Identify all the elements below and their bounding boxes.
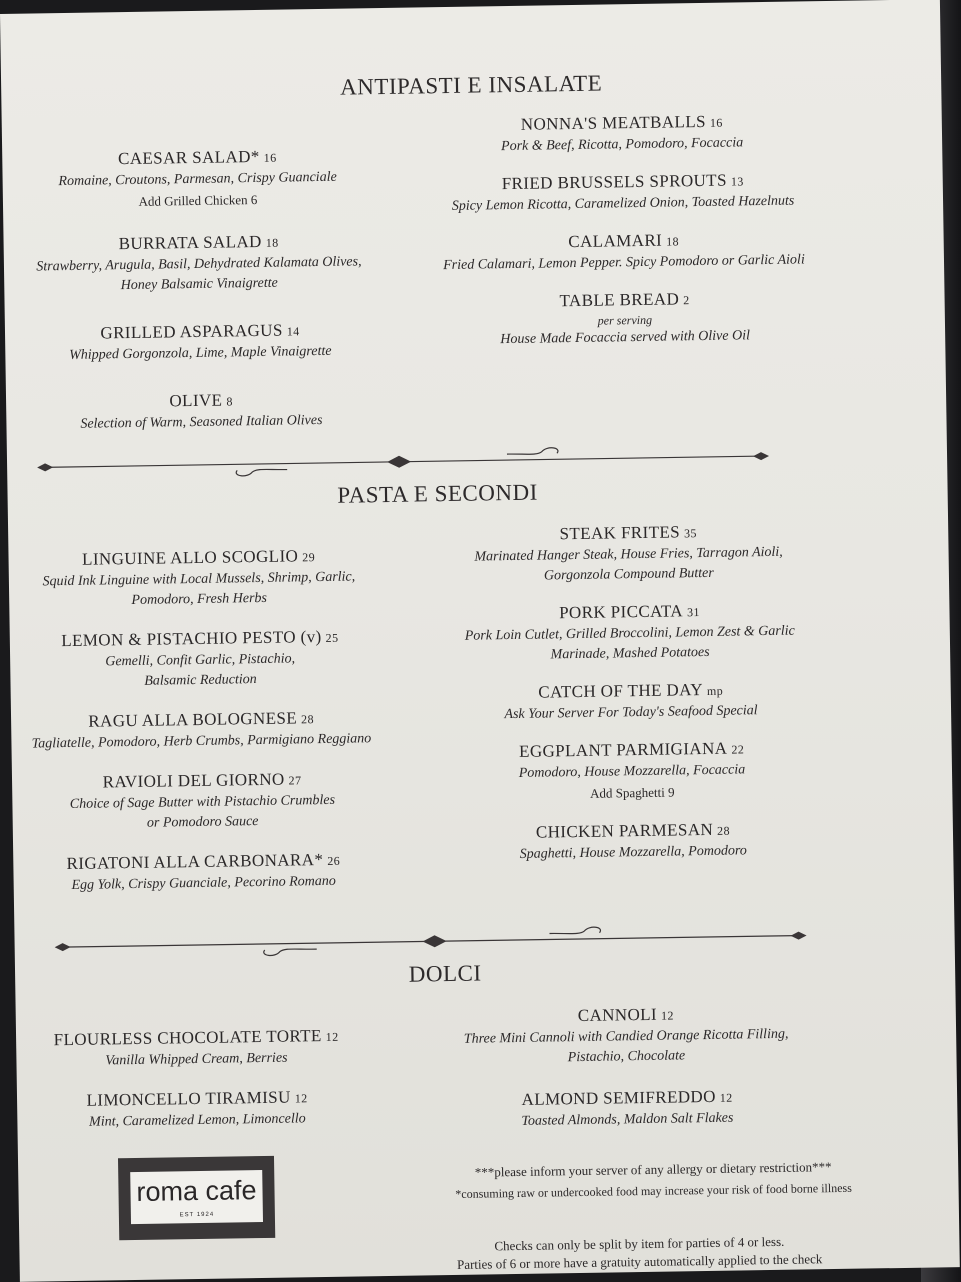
item-name: LINGUINE ALLO SCOGLIO bbox=[81, 546, 299, 569]
menu-item bbox=[417, 1084, 838, 1134]
item-price: 27 bbox=[288, 773, 302, 788]
item-price: 12 bbox=[294, 1091, 308, 1106]
item-addon: Add Spaghetti 9 bbox=[589, 784, 675, 801]
item-description: House Made Focaccia served with Olive Oil bbox=[500, 328, 751, 348]
item-price: 31 bbox=[686, 605, 700, 620]
item-name: CATCH OF THE DAY bbox=[538, 680, 704, 702]
item-price: 26 bbox=[327, 853, 341, 868]
item-description: Gemelli, Confit Garlic, Pistachio, bbox=[105, 651, 296, 670]
menu-item bbox=[431, 736, 832, 807]
item-name: GRILLED ASPARAGUS bbox=[100, 320, 283, 343]
item-price: 35 bbox=[683, 526, 698, 541]
allergy-note: ***please inform your server of any allergy or dietary restriction*** bbox=[474, 1159, 832, 1180]
item-description: Pork Loin Cutlet, Grilled Broccolini, Lemon Zest & Garlic bbox=[464, 623, 795, 644]
item-price: 16 bbox=[709, 115, 723, 130]
item-name: LEMON & PISTACHIO PESTO (v) bbox=[61, 627, 322, 651]
menu-item bbox=[432, 109, 813, 158]
item-description: Marinade, Mashed Potatoes bbox=[550, 644, 710, 663]
antipasti-right-column bbox=[432, 109, 816, 351]
item-description: Pomodoro, Fresh Herbs bbox=[131, 590, 268, 609]
item-name: CAESAR SALAD* bbox=[117, 146, 260, 169]
menu-item bbox=[3, 229, 394, 298]
item-name: EGGPLANT PARMIGIANA bbox=[518, 738, 728, 761]
item-description: Gorgonzola Compound Butter bbox=[543, 565, 714, 584]
item-description: Squid Ink Linguine with Local Mussels, Shrimp, Garlic, bbox=[42, 569, 356, 590]
item-price: 28 bbox=[300, 712, 315, 727]
item-price: 18 bbox=[666, 234, 680, 249]
item-name: PORK PICCATA bbox=[558, 601, 684, 623]
item-price: 8 bbox=[226, 394, 233, 409]
item-price: 29 bbox=[302, 550, 316, 565]
item-description: Pistachio, Chocolate bbox=[567, 1048, 686, 1066]
section-title-pasta: PASTA E SECONDI bbox=[337, 479, 538, 508]
menu-item bbox=[16, 1024, 377, 1073]
raw-food-note: *consuming raw or undercooked food may increase your risk of food borne illness bbox=[455, 1180, 852, 1201]
item-name: RAVIOLI DEL GIORNO bbox=[102, 769, 285, 792]
item-description: Romaine, Croutons, Parmesan, Crispy Guanciale bbox=[58, 169, 337, 190]
item-description: or Pomodoro Sauce bbox=[146, 814, 259, 831]
item-name: CHICKEN PARMESAN bbox=[535, 819, 714, 842]
menu-item bbox=[433, 227, 814, 276]
item-price: 2 bbox=[683, 293, 690, 308]
item-description: Spicy Lemon Ricotta, Caramelized Onion, Toasted Hazelnuts bbox=[451, 193, 795, 214]
dolci-left-column bbox=[16, 1024, 378, 1134]
item-price: 12 bbox=[660, 1008, 674, 1023]
item-name: FRIED BRUSSELS SPROUTS bbox=[501, 170, 728, 194]
item-price: 18 bbox=[265, 235, 279, 250]
item-price: 22 bbox=[731, 742, 745, 757]
menu-item bbox=[13, 848, 394, 897]
menu-item bbox=[428, 519, 829, 588]
item-description: Selection of Warm, Seasoned Italian Olives bbox=[80, 412, 323, 432]
item-description: Strawberry, Arugula, Basil, Dehydrated Kalamata Olives, bbox=[36, 254, 362, 275]
menu-item bbox=[17, 1085, 378, 1134]
menu-item bbox=[10, 625, 391, 694]
menu-item bbox=[433, 168, 814, 217]
roma-cafe-logo bbox=[118, 1156, 275, 1240]
item-name: STEAK FRITES bbox=[559, 522, 681, 544]
item-name: OLIVE bbox=[169, 390, 223, 411]
menu-item bbox=[431, 677, 832, 726]
item-price: mp bbox=[706, 683, 724, 698]
antipasti-left-column bbox=[2, 144, 396, 436]
gratuity-note: Parties of 6 or more have a gratuity automatically applied to the check bbox=[456, 1251, 823, 1272]
item-price: 28 bbox=[717, 823, 731, 838]
menu-item bbox=[12, 767, 393, 836]
item-addon: Add Grilled Chicken 6 bbox=[138, 191, 258, 209]
item-description: Pomodoro, House Mozzarella, Focaccia bbox=[518, 762, 746, 781]
pasta-right-column bbox=[428, 519, 833, 866]
item-description: Balsamic Reduction bbox=[144, 672, 257, 689]
item-name: TABLE BREAD bbox=[559, 289, 680, 311]
item-name: FLOURLESS CHOCOLATE TORTE bbox=[53, 1026, 322, 1050]
item-description: Toasted Almonds, Maldon Salt Flakes bbox=[521, 1110, 734, 1129]
item-name: CANNOLI bbox=[577, 1004, 658, 1026]
item-price: 12 bbox=[325, 1029, 339, 1045]
item-description: Fried Calamari, Lemon Pepper. Spicy Pomodoro or Garlic Aioli bbox=[443, 252, 805, 274]
menu-item bbox=[434, 286, 815, 351]
section-title-dolci: DOLCI bbox=[408, 960, 482, 987]
item-price: 14 bbox=[286, 324, 300, 339]
item-name: ALMOND SEMIFREDDO bbox=[521, 1086, 716, 1109]
item-description: per serving bbox=[597, 312, 653, 328]
menu-item bbox=[11, 706, 392, 755]
item-description: Honey Balsamic Vinaigrette bbox=[120, 275, 278, 294]
item-description: Whipped Gorgonzola, Lime, Maple Vinaigrette bbox=[69, 343, 332, 363]
menu-item bbox=[2, 144, 393, 215]
menu-item bbox=[6, 387, 397, 436]
item-price: 12 bbox=[719, 1090, 733, 1105]
menu-item bbox=[429, 598, 830, 667]
item-price: 25 bbox=[325, 630, 339, 645]
item-price: 13 bbox=[730, 174, 744, 189]
item-description: Marinated Hanger Steak, House Fries, Tarragon Aioli, bbox=[474, 544, 783, 565]
item-name: RIGATONI ALLA CARBONARA* bbox=[66, 850, 324, 874]
section-title-antipasti: ANTIPASTI E INSALATE bbox=[339, 70, 603, 100]
item-description: Egg Yolk, Crispy Guanciale, Pecorino Romano bbox=[71, 873, 336, 893]
logo-plate bbox=[130, 1170, 263, 1224]
item-description: Choice of Sage Butter with Pistachio Crumbles bbox=[69, 792, 336, 812]
item-description: Pork & Beef, Ricotta, Pomodoro, Focaccia bbox=[500, 135, 744, 155]
item-name: LIMONCELLO TIRAMISU bbox=[86, 1087, 291, 1110]
item-name: CALAMARI bbox=[568, 230, 663, 252]
item-price: 16 bbox=[263, 150, 277, 165]
item-name: NONNA'S MEATBALLS bbox=[520, 111, 707, 134]
logo-text: roma cafe bbox=[136, 1175, 257, 1207]
menu-item bbox=[8, 544, 389, 613]
item-description: Mint, Caramelized Lemon, Limoncello bbox=[88, 1111, 306, 1130]
item-description: Tagliatelle, Pomodoro, Herb Crumbs, Parmigiano Reggiano bbox=[31, 731, 372, 752]
dolci-right-column bbox=[416, 1001, 838, 1134]
pasta-left-column bbox=[8, 544, 393, 897]
menu-item bbox=[416, 1001, 837, 1071]
checks-note: Checks can only be split by item for parties of 4 or less. bbox=[494, 1233, 785, 1254]
item-description: Three Mini Cannoli with Candied Orange Ricotta Filling, bbox=[463, 1026, 789, 1047]
item-description: Ask Your Server For Today's Seafood Special bbox=[504, 703, 758, 723]
menu-item bbox=[433, 817, 834, 866]
item-description: Vanilla Whipped Cream, Berries bbox=[105, 1050, 288, 1069]
menu-item bbox=[5, 318, 396, 367]
item-name: RAGU ALLA BOLOGNESE bbox=[88, 708, 298, 731]
item-name: BURRATA SALAD bbox=[118, 231, 262, 254]
item-description: Spaghetti, House Mozzarella, Pomodoro bbox=[519, 843, 747, 862]
logo-est: EST 1924 bbox=[179, 1211, 215, 1219]
